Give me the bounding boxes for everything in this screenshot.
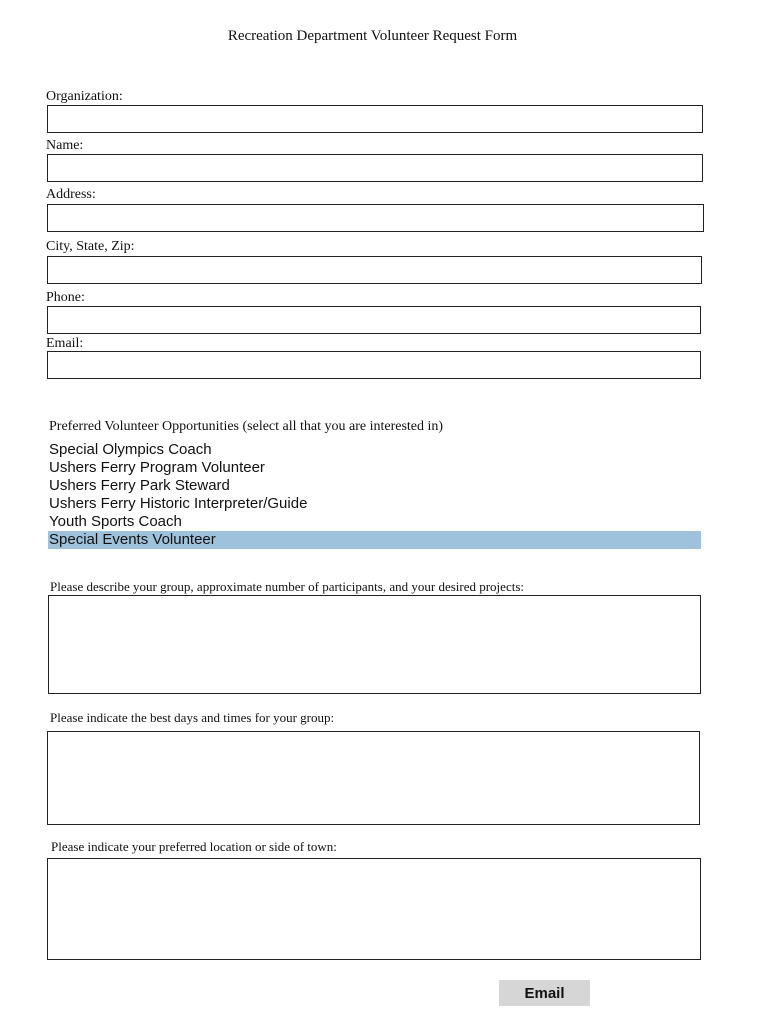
phone-label: Phone:	[46, 290, 85, 305]
address-label: Address:	[46, 187, 96, 202]
opportunities-label: Preferred Volunteer Opportunities (select all that you are interested in)	[49, 419, 444, 434]
option-special-olympics-coach[interactable]: Special Olympics Coach	[49, 441, 212, 458]
form-title: Recreation Department Volunteer Request Form	[227, 28, 518, 44]
name-input[interactable]	[47, 154, 703, 182]
group-description-textarea[interactable]	[48, 595, 701, 694]
best-times-label: Please indicate the best days and times for your group:	[50, 710, 335, 725]
name-label: Name:	[46, 138, 84, 153]
email-input[interactable]	[47, 351, 701, 379]
preferred-location-textarea[interactable]	[47, 858, 701, 960]
option-ushers-ferry-park-steward[interactable]: Ushers Ferry Park Steward	[49, 477, 230, 494]
opportunities-listbox[interactable]	[48, 441, 701, 549]
option-special-events-volunteer[interactable]: Special Events Volunteer	[48, 531, 701, 549]
address-input[interactable]	[47, 204, 704, 232]
city-state-zip-label: City, State, Zip:	[46, 239, 135, 254]
email-label: Email:	[46, 336, 84, 351]
phone-input[interactable]	[47, 306, 701, 334]
option-ushers-ferry-program-volunteer[interactable]: Ushers Ferry Program Volunteer	[49, 459, 265, 476]
best-times-textarea[interactable]	[47, 731, 700, 825]
organization-input[interactable]	[47, 105, 703, 133]
option-ushers-ferry-historic-interpreter[interactable]: Ushers Ferry Historic Interpreter/Guide	[49, 495, 308, 512]
group-description-label: Please describe your group, approximate number of participants, and your desired projects:	[50, 579, 524, 594]
organization-label: Organization:	[46, 89, 123, 104]
preferred-location-label: Please indicate your preferred location or side of town:	[51, 839, 337, 854]
city-state-zip-input[interactable]	[47, 256, 702, 284]
option-youth-sports-coach[interactable]: Youth Sports Coach	[49, 513, 182, 530]
email-button[interactable]: Email	[499, 980, 590, 1006]
